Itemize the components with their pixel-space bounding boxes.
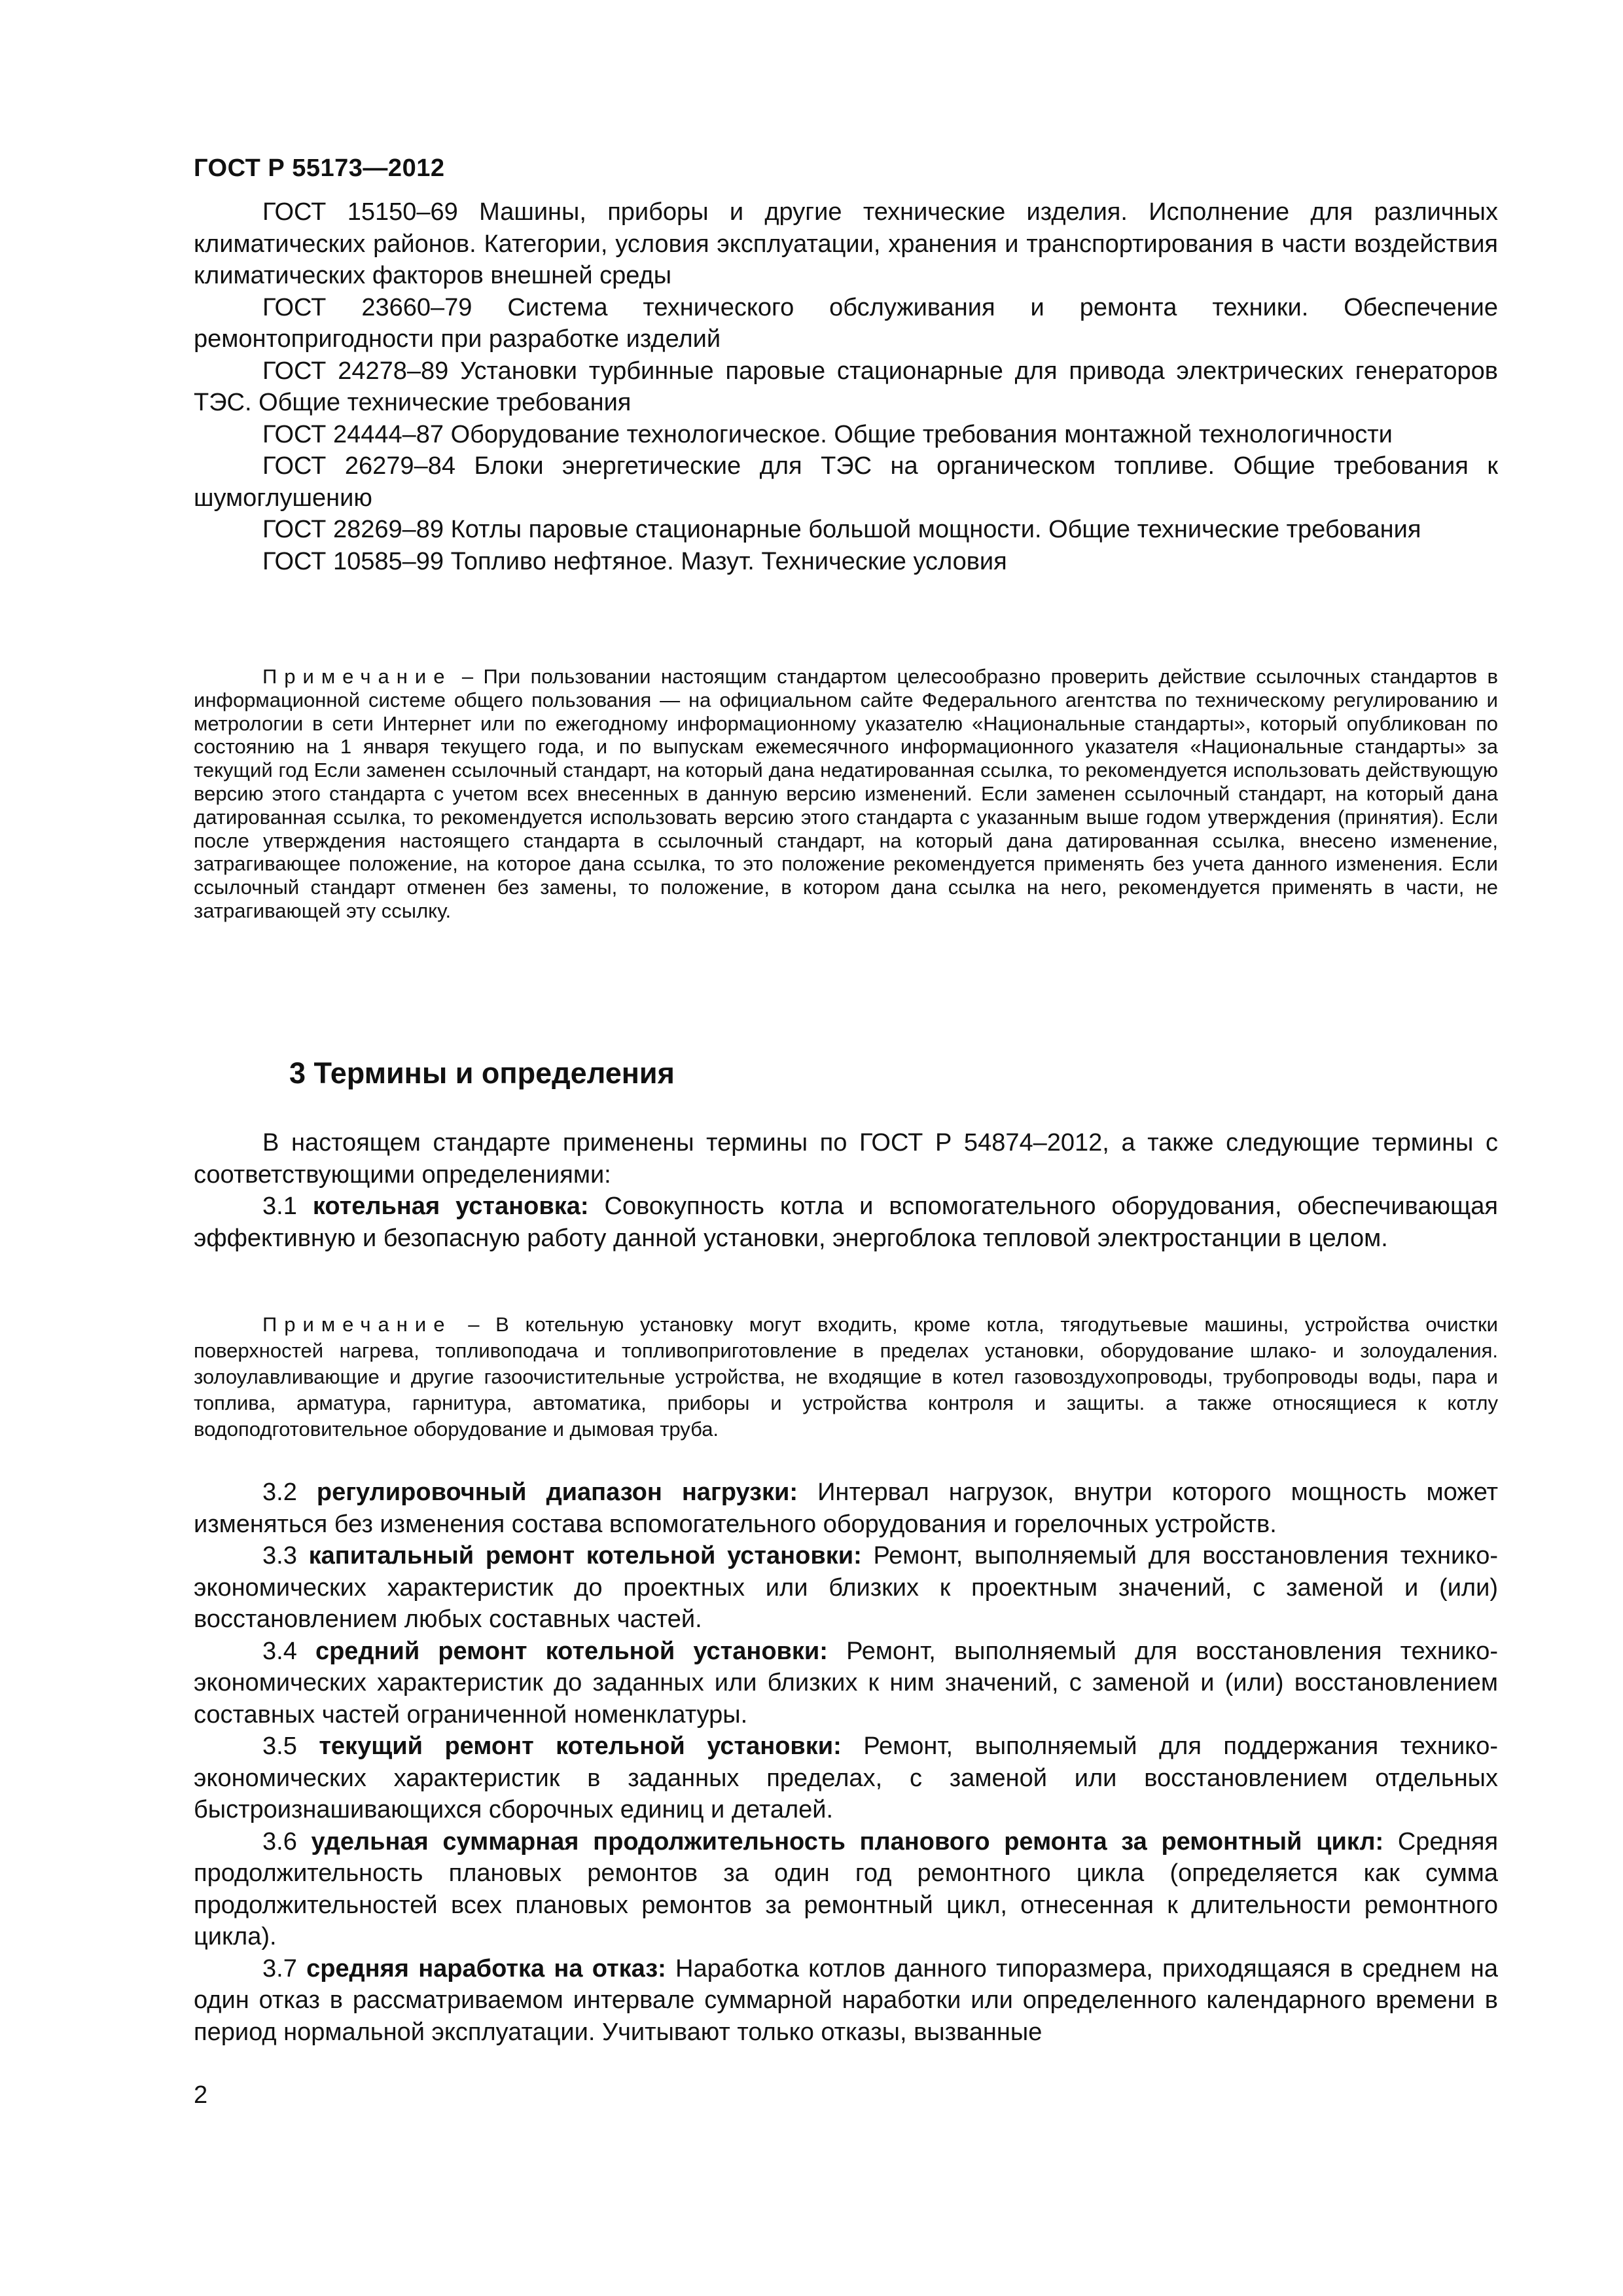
- term-name: удельная суммарная продолжительность планового ремонта за ремонтный цикл:: [311, 1827, 1384, 1856]
- term-definition: Ремонт, выполняемый для восстановления технико-экономических характеристик до проектных или близких к проектным значений, с заменой и (или) восстановлением любых составных частей.: [194, 1542, 1499, 1633]
- boiler-installation-note: [194, 1312, 1498, 1443]
- note-text: – При пользовании настоящим стандартом целесообразно проверить действие ссылочных стандартов в информационной системе общего пользования — на официальном сайте Федерального агентства по техническому регулированию и метрологии в сети Интернет или по ежегодному информационному указателю «Национальные стандарты», который опубликован по состоянию на 1 января текущего года, и по выпускам ежемесячного информационного указателя «Национальные стандарты» за текущий год Если заменен ссылочный стандарт, на который дана недатированная ссылка, то рекомендуется использовать действующую версию этого стандарта с учетом всех внесенных в данную версию изменений. Если заменен ссылочный стандарт, на который дана датированная ссылка, то рекомендуется использовать версию этого стандарта с указанным выше годом утверждения (принятия). Если после утверждения настоящего стандарта в ссылочный стандарт, на который дана датированная ссылка, внесено изменение, затрагивающее положение, на которое дана ссылка, то это положение рекомендуется применять без учета данного изменения. Если ссылочный стандарт отменен без замены, то положение, в котором дана ссылка на него, рекомендуется применять в части, не затрагивающей эту ссылку.: [194, 665, 1498, 922]
- reference-item: ГОСТ 28269–89 Котлы паровые стационарные большой мощности. Общие технические требования: [262, 516, 1421, 543]
- term-definition: Совокупность котла и вспомогательного оборудования, обеспечивающая эффективную и безопасную работу данной установки, энергоблока тепловой электростанции в целом.: [194, 1193, 1498, 1252]
- term-definition: Наработка котлов данного типоразмера, приходящаяся в среднем на один отказ в рассматриваемом интервале суммарной наработки или определенного календарного времени в период нормальной эксплуатации. Учитывают только отказы, вызванные: [194, 1954, 1498, 2046]
- term-3-5: [194, 1731, 1498, 1826]
- normative-references-list: [194, 196, 1498, 577]
- note-paragraph: [194, 665, 1498, 923]
- term-name: средний ремонт котельной установки:: [315, 1637, 828, 1665]
- term-definition: Интервал нагрузок, внутри которого мощность может изменяться без изменения состава вспомогательного оборудования и горелочных устройств.: [194, 1479, 1499, 1538]
- reference-item: ГОСТ 15150–69 Машины, приборы и другие технические изделия. Исполнение для различных климатических районов. Категории, условия эксплуатации, хранения и транспортирования в части воздействия климатических факторов внешней среды: [194, 198, 1498, 289]
- term-3-3: [194, 1540, 1498, 1636]
- note-label: Примечание: [262, 665, 452, 688]
- term-number: 3.5: [262, 1732, 297, 1760]
- references-note: [194, 665, 1498, 923]
- terms-intro: [194, 1127, 1498, 1254]
- reference-item: ГОСТ 10585–99 Топливо нефтяное. Мазут. Технические условия: [262, 547, 1007, 575]
- term-3-6: [194, 1826, 1498, 1953]
- term-definition: Ремонт, выполняемый для восстановления технико-экономических характеристик до заданных или близких к ним значений, с заменой и (или) восстановлением составных частей ограниченной номенклатуры.: [194, 1637, 1498, 1729]
- reference-item: ГОСТ 24278–89 Установки турбинные паровые стационарные для привода электрических генераторов ТЭС. Общие технические требования: [194, 357, 1498, 416]
- term-name: котельная установка:: [312, 1193, 589, 1220]
- section-title: 3 Термины и определения: [289, 1056, 675, 1090]
- term-number: 3.2: [262, 1479, 297, 1506]
- term-number: 3.3: [262, 1542, 297, 1570]
- note-label: Примечание: [262, 1313, 452, 1336]
- document-header: ГОСТ Р 55173—2012: [194, 154, 445, 182]
- term-number: 3.1: [262, 1193, 297, 1220]
- term-number: 3.4: [262, 1637, 297, 1665]
- term-3-2: [194, 1477, 1498, 1540]
- intro-paragraph: В настоящем стандарте применены термины по ГОСТ Р 54874–2012, а также следующие термины с соответствующими определениями:: [194, 1129, 1498, 1189]
- term-name: средняя наработка на отказ:: [306, 1954, 666, 1982]
- term-definition: Ремонт, выполняемый для поддержания технико-экономических характеристик в заданных пределах, с заменой или восстановлением отдельных быстроизнашивающихся сборочных единиц и деталей.: [194, 1732, 1499, 1823]
- term-name: текущий ремонт котельной установки:: [319, 1732, 842, 1760]
- term-number: 3.6: [262, 1827, 297, 1856]
- term-name: регулировочный диапазон нагрузки:: [316, 1479, 798, 1506]
- term-definition: Средняя продолжительность плановых ремонтов за один год ремонтного цикла (определяется как сумма продолжительностей всех плановых ремонтов за ремонтный цикл, отнесенная к длительности ремонтного цикла).: [194, 1827, 1499, 1950]
- page-number: 2: [194, 2081, 208, 2109]
- term-3-4: [194, 1636, 1498, 1731]
- term-name: капитальный ремонт котельной установки:: [308, 1542, 862, 1570]
- term-number: 3.7: [262, 1954, 297, 1982]
- reference-item: ГОСТ 23660–79 Система технического обслуживания и ремонта техники. Обеспечение ремонтопригодности при разработке изделий: [194, 293, 1498, 353]
- term-3-7: [194, 1953, 1498, 2049]
- note-text: – В котельную установку могут входить, кроме котла, тягодутьевые машины, устройства очистки поверхностей нагрева, топливоподача и топливоприготовление в пределах установки, оборудование шлако- и золоудаления. золоулавливающие и другие газоочистительные устройства, не входящие в котел газовоздухопроводы, трубопроводы воды, пара и топлива, арматура, гарнитура, автоматика, приборы и устройства контроля и защиты. а также относящиеся к котлу водоподготовительное оборудование и дымовая труба.: [194, 1313, 1498, 1441]
- reference-item: ГОСТ 24444–87 Оборудование технологическое. Общие требования монтажной технологичности: [262, 420, 1393, 448]
- reference-item: ГОСТ 26279–84 Блоки энергетические для ТЭС на органическом топливе. Общие требования к шумоглушению: [194, 452, 1498, 512]
- terms-list: [194, 1477, 1498, 2048]
- term-3-1: [194, 1191, 1498, 1254]
- note-paragraph: [194, 1312, 1498, 1443]
